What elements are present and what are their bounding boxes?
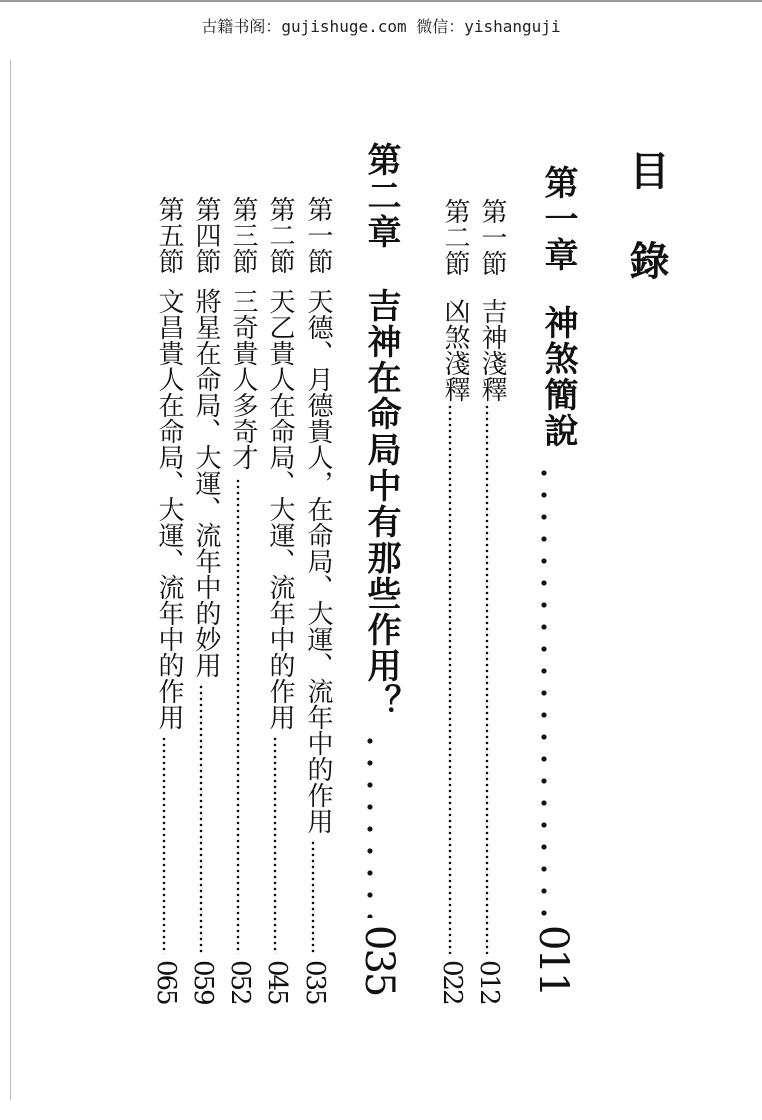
section-leader-dots [448,404,452,954]
section-label: 第四節 [191,196,221,274]
section-title: 天德、月德貴人，在命局、大運、流年中的作用 [303,288,333,834]
section-leader-dots [485,404,489,954]
section-page: 065 [151,960,181,1004]
section-page: 035 [300,960,330,1004]
section-leader-dots [273,736,277,954]
section-leader-dots [236,478,240,954]
section-title: 吉神淺釋 [477,298,507,402]
section-label: 第二節 [265,196,295,274]
section-leader-dots [311,840,315,954]
section-title: 文昌貴人在命局、大運、流年中的作用 [154,288,184,730]
section-label: 第五節 [154,196,184,274]
section-page: 012 [474,960,504,1004]
section-page: 059 [188,960,218,1004]
chapter-1-leader-dots [540,462,548,918]
chapter-2-label: 第二章 [361,142,401,250]
section-leader-dots [162,736,166,954]
chapter-2-title: 吉神在命局中有那些作用？ [361,288,401,720]
section-label: 第一節 [303,196,333,274]
chapter-2-leader-dots [366,730,374,918]
section-leader-dots [199,684,203,954]
chapter-1-title: 神煞簡說 [538,305,578,449]
section-page: 052 [225,960,255,1004]
chapter-1-label: 第一章 [538,165,578,273]
section-page: 045 [262,960,292,1004]
top-rule [0,0,762,2]
watermark-header: 古籍书阁：gujishuge.com 微信：yishanguji [201,17,561,36]
section-title: 三奇貴人多奇才 [228,288,258,470]
section-label: 第二節 [440,198,470,276]
scan-margin-line [10,60,11,1100]
section-label: 第三節 [228,196,258,274]
toc-title-top: 目 [623,150,670,190]
section-title: 將星在命局、大運、流年中的妙用 [191,288,221,678]
section-label: 第一節 [477,198,507,276]
section-page: 022 [437,960,467,1004]
section-title: 天乙貴人在命局、大運、流年中的作用 [265,288,295,730]
chapter-2-page: 035 [356,925,402,996]
toc-title-bottom: 錄 [623,240,670,280]
chapter-1-page: 011 [530,925,576,996]
section-title: 凶煞淺釋 [440,298,470,402]
